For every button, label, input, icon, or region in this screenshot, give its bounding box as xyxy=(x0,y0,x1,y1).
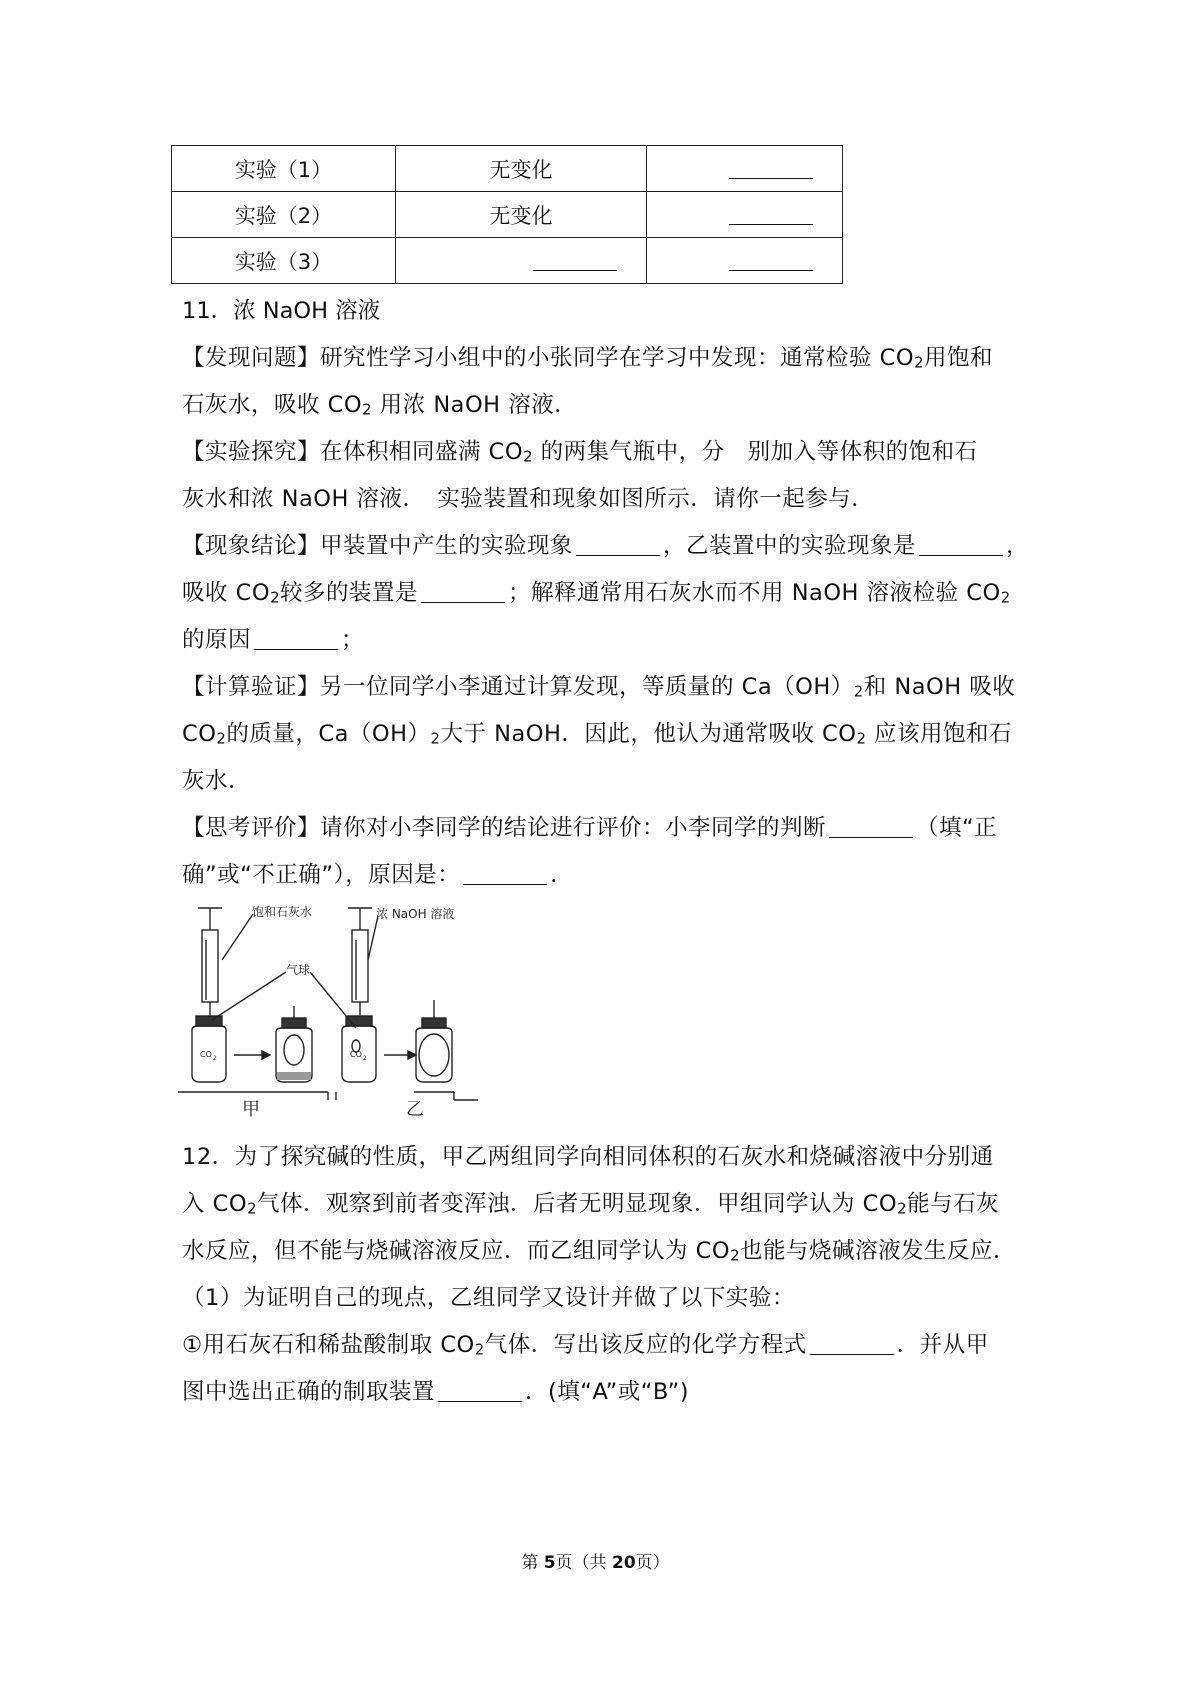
text: 确”或“不正确”），原因是： xyxy=(182,862,461,888)
table-cell-label: 实验（3） xyxy=(172,238,396,284)
q11-evaluation-line-2 xyxy=(182,860,573,890)
label-co2-right-sub: 2 xyxy=(363,1055,367,1062)
text: 用浓 NaOH 溶液． xyxy=(372,392,578,418)
text: 【现象结论】甲装置中产生的实验现象 xyxy=(182,533,574,559)
table-cell-label: 实验（1） xyxy=(172,146,396,192)
subscript: 2 xyxy=(216,729,227,748)
text: ．并从甲 xyxy=(896,1332,989,1358)
q11-evaluation-line-1 xyxy=(182,813,997,843)
text: 也能与烧碱溶液发生反应． xyxy=(740,1238,1017,1264)
subscript: 2 xyxy=(897,1199,908,1218)
answer-blank xyxy=(729,158,813,179)
text: ①用石灰石和稀盐酸制取 CO xyxy=(182,1332,475,1358)
subscript: 2 xyxy=(853,682,864,701)
text: ． xyxy=(550,862,574,888)
table-cell-answer xyxy=(647,238,843,284)
q12-line-1: 12．为了探究碱的性质，甲乙两组同学向相同体积的石灰水和烧碱溶液中分别通 xyxy=(182,1144,994,1170)
text: CO xyxy=(182,721,217,747)
q12-line-5 xyxy=(182,1330,989,1365)
text: ； xyxy=(341,627,365,653)
text: 能与石灰 xyxy=(907,1191,1000,1217)
q11-calculation-line-3: 灰水． xyxy=(182,768,252,794)
table-cell-phenomenon: 无变化 xyxy=(396,192,647,238)
subscript: 2 xyxy=(730,1246,741,1265)
text: 用饱和 xyxy=(924,345,994,371)
text: 大于 NaOH．因此，他认为通常吸收 CO xyxy=(440,721,857,747)
q11-calculation-line-2 xyxy=(182,719,1012,754)
label-balloon: 气球 xyxy=(286,963,311,977)
q11-calculation-line-1 xyxy=(182,672,1015,707)
answer-blank xyxy=(533,250,617,271)
answer-blank xyxy=(810,1334,894,1355)
label-co2-right: CO xyxy=(350,1050,362,1059)
answer-blank xyxy=(576,535,660,556)
text: 石灰水，吸收 CO xyxy=(182,392,363,418)
text: 图中选出正确的制取装置 xyxy=(182,1379,436,1405)
table-row xyxy=(172,192,843,238)
text: ；解释通常用石灰水而不用 NaOH 溶液检验 CO xyxy=(508,580,1001,606)
text: 页（共 xyxy=(555,1553,612,1573)
text: 入 CO xyxy=(182,1191,248,1217)
q11-conclusion-line-2 xyxy=(182,578,1011,613)
text: ．(填“A”或“B”) xyxy=(525,1379,690,1405)
table-cell-label: 实验（2） xyxy=(172,192,396,238)
answer-blank xyxy=(254,629,338,650)
text: 应该用饱和石 xyxy=(866,721,1013,747)
answer-blank xyxy=(421,582,505,603)
table-row xyxy=(172,238,843,284)
q12-line-4: （1）为证明自己的现点，乙组同学又设计并做了以下实验： xyxy=(182,1285,795,1311)
text: （填“正 xyxy=(916,815,998,841)
subscript: 2 xyxy=(362,400,373,419)
table-cell-phenomenon xyxy=(396,238,647,284)
q12-line-6 xyxy=(182,1377,689,1407)
answer-blank xyxy=(729,250,813,271)
q12-line-2 xyxy=(182,1189,999,1224)
answer-blank xyxy=(829,817,913,838)
answer-blank xyxy=(919,535,1003,556)
text: 水反应，但不能与烧碱溶液反应．而乙组同学认为 CO xyxy=(182,1238,731,1264)
subscript: 2 xyxy=(474,1340,485,1359)
q11-conclusion-line-1 xyxy=(182,531,1029,561)
q11-conclusion-line-3 xyxy=(182,625,364,655)
text: 较多的装置是 xyxy=(280,580,419,606)
q11-discovery-line-1 xyxy=(182,343,993,378)
q11-experiment-line-2: 灰水和浓 NaOH 溶液． 实验装置和现象如图所示．请你一起参与． xyxy=(182,486,875,512)
table-cell-answer xyxy=(647,192,843,238)
answer-blank xyxy=(438,1381,522,1402)
question-11-title: 11．浓 NaOH 溶液 xyxy=(182,298,381,324)
label-co2-left-sub: 2 xyxy=(213,1055,217,1062)
subscript: 2 xyxy=(856,729,867,748)
text: ，乙装置中的实验现象是 xyxy=(663,533,917,559)
text: 页） xyxy=(635,1553,670,1573)
text: 【发现问题】研究性学习小组中的小张同学在学习中发现：通常检验 CO xyxy=(182,345,915,371)
page-number: 5 xyxy=(543,1553,556,1573)
text: 气体．观察到前者变浑浊．后者无明显现象．甲组同学认为 CO xyxy=(257,1191,898,1217)
text: 的原因 xyxy=(182,627,252,653)
label-saturated-limewater: 饱和石灰水 xyxy=(252,905,313,919)
label-jia: 甲 xyxy=(242,1099,260,1120)
table-cell-answer xyxy=(647,146,843,192)
answer-blank xyxy=(463,864,547,885)
subscript: 2 xyxy=(914,353,925,372)
text: 气体．写出该反应的化学方程式 xyxy=(484,1332,807,1358)
q11-discovery-line-2 xyxy=(182,390,577,425)
apparatus-figure xyxy=(178,900,518,1120)
table-row xyxy=(172,146,843,192)
subscript: 2 xyxy=(270,588,281,607)
table-cell-phenomenon: 无变化 xyxy=(396,146,647,192)
page-footer xyxy=(0,1548,1191,1573)
text: 的质量，Ca（OH） xyxy=(226,721,431,747)
total-pages: 20 xyxy=(611,1553,636,1573)
q12-line-3 xyxy=(182,1236,1016,1271)
text: 吸收 CO xyxy=(182,580,271,606)
text: 的两集气瓶中，分 别加入等体积的饱和石 xyxy=(533,439,978,465)
label-concentrated-naoh: 浓 NaOH 溶液 xyxy=(376,907,455,921)
text: 【实验探究】在体积相同盛满 CO xyxy=(182,439,524,465)
text: ， xyxy=(1006,533,1030,559)
q11-experiment-line-1 xyxy=(182,437,978,472)
subscript: 2 xyxy=(430,729,441,748)
subscript: 2 xyxy=(523,447,534,466)
text: 【思考评价】请你对小李同学的结论进行评价：小李同学的判断 xyxy=(182,815,827,841)
subscript: 2 xyxy=(247,1199,258,1218)
experiment-table xyxy=(171,145,843,284)
text: 【计算验证】另一位同学小李通过计算发现，等质量的 Ca（OH） xyxy=(182,674,854,700)
subscript: 2 xyxy=(1000,588,1011,607)
text: 和 NaOH 吸收 xyxy=(863,674,1016,700)
text: 第 xyxy=(521,1553,544,1573)
label-yi: 乙 xyxy=(406,1099,424,1120)
label-co2-left: CO xyxy=(200,1050,212,1059)
answer-blank xyxy=(729,204,813,225)
